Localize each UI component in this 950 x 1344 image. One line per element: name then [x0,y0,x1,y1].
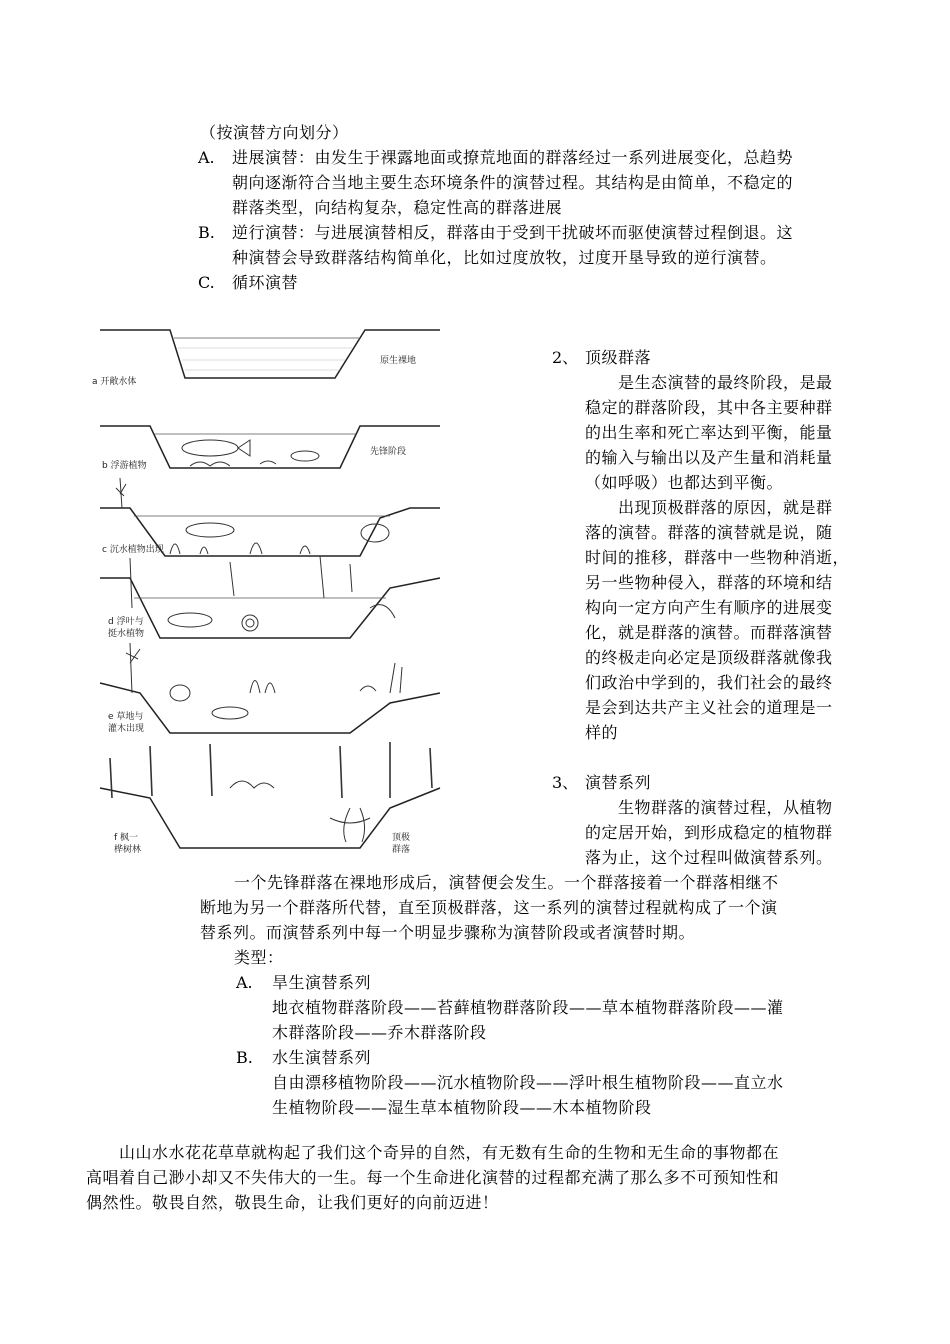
item-a-line2: 朝向逐渐符合当地主要生态环境条件的演替过程。其结构是由简单，不稳定的 [232,173,794,192]
type-a-label: A. [236,973,253,992]
section2-line: 样的 [585,723,619,742]
section2-line: 是生态演替的最终阶段，是最 [585,373,833,392]
section3-line: 落为止，这个过程叫做演替系列。 [585,848,833,867]
caption-f1: f 枫一 [114,833,139,843]
panel-b [100,426,440,471]
caption-d2: 挺水植物 [108,629,145,639]
type-b-title: 水生演替系列 [272,1048,372,1067]
section2-line: 化，就是群落的演替。而群落演替 [585,623,833,642]
item-a-line1: 进展演替：由发生于裸露地面或撩荒地面的群落经过一系列进展变化，总趋势 [232,148,794,167]
item-c-line1: 循环演替 [232,273,299,292]
side-label-f2: 群落 [392,845,411,855]
side-label-f1: 顶极 [392,833,411,843]
item-b-label: B. [198,223,215,242]
section2-number: 2、 [552,348,579,367]
section2-line: 稳定的群落阶段，其中各主要种群 [585,398,833,417]
succession-diagram [90,318,450,863]
succession-figure [90,318,450,863]
section3-line: 生物群落的演替过程，从植物 [585,798,833,817]
panel-c [100,478,440,556]
section2-line: 们政治中学到的，我们社会的最终 [585,673,833,692]
item-b-line2: 种演替会导致群落结构简单化，比如过度放牧，过度开垦导致的逆行演替。 [232,248,777,267]
type-b-label: B. [236,1048,253,1067]
caption-f2: 桦树林 [114,845,142,855]
type-a-line: 地衣植物群落阶段——苔藓植物群落阶段——草本植物群落阶段——灌 [272,998,784,1017]
section2-line: 的终极走向必定是顶级群落就像我 [585,648,833,667]
caption-d1: d 浮叶与 [108,617,144,627]
item-c-label: C. [198,273,215,292]
closing-line: 偶然性。敬畏自然，敬畏生命，让我们更好的向前迈进！ [86,1193,499,1212]
caption-c: c 沉水植物出现 [102,545,164,555]
item-b-line1: 逆行演替：与进展演替相反，群落由于受到干扰破坏而驱使演替过程倒退。这 [232,223,794,242]
section2-line: 时间的推移，群落中一些物种消逝， [585,548,850,567]
side-label-a: 原生裸地 [380,356,417,366]
section2-line: 落的演替。群落的演替就是说，随 [585,523,833,542]
section1-heading: （按演替方向划分） [200,123,349,142]
section2-line: （如呼吸）也都达到平衡。 [585,473,784,492]
closing-line: 山山水水花花草草就构起了我们这个奇异的自然，有无数有生命的生物和无生命的事物都在 [86,1143,780,1162]
type-b-line: 生植物阶段——湿生草本植物阶段——木本植物阶段 [272,1098,652,1117]
type-a-line: 木群落阶段——乔木群落阶段 [272,1023,487,1042]
caption-e1: e 草地与 [108,712,144,722]
types-label: 类型： [234,948,284,967]
type-a-title: 旱生演替系列 [272,973,372,992]
type-b-line: 自由漂移植物阶段——沉水植物阶段——浮叶根生植物阶段——直立水 [272,1073,784,1092]
panel-a [92,330,440,387]
section2-line: 构向一定方向产生有顺序的进展变 [585,598,833,617]
section3-cont-line: 替系列。而演替系列中每一个明显步骤称为演替阶段或者演替时期。 [200,923,696,942]
item-a-line3: 群落类型，向结构复杂，稳定性高的群落进展 [232,198,563,217]
section3-line: 的定居开始，到形成稳定的植物群 [585,823,833,842]
section2-line: 另一些物种侵入，群落的环境和结 [585,573,833,592]
item-a-label: A. [198,148,215,167]
section3-title: 演替系列 [585,773,652,792]
section2-title: 顶级群落 [585,348,652,367]
side-label-b: 先锋阶段 [370,447,407,457]
panel-d [100,556,440,639]
section2-line: 是会到达共产主义社会的道理是一 [585,698,833,717]
section2-line: 的出生率和死亡率达到平衡，能量 [585,423,833,442]
section3-cont-line: 一个先锋群落在裸地形成后，演替便会发生。一个群落接着一个群落相继不 [234,873,779,892]
panel-f [100,742,440,855]
panel-e [100,643,440,734]
section3-cont-line: 断地为另一个群落所代替，直至顶极群落，这一系列的演替过程就构成了一个演 [200,898,778,917]
section2-line: 出现顶极群落的原因，就是群 [585,498,833,517]
closing-line: 高唱着自己渺小却又不失伟大的一生。每一个生命进化演替的过程都充满了那么多不可预知性和 [86,1168,780,1187]
caption-b: b 浮游植物 [102,461,147,471]
section3-number: 3、 [552,773,579,792]
section2-line: 的输入与输出以及产生量和消耗量 [585,448,833,467]
caption-e2: 灌木出现 [108,724,145,734]
caption-a: a 开敞水体 [92,377,137,387]
